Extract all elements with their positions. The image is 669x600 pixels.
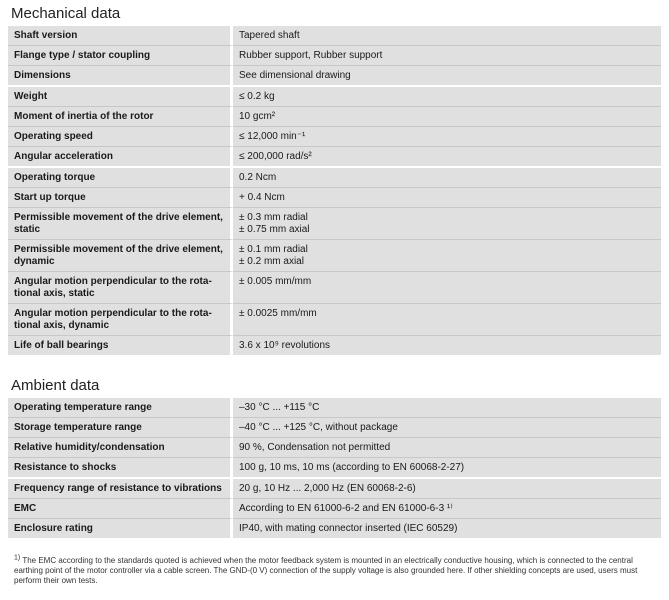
ambient-row <box>8 477 661 498</box>
mechanical-row <box>8 239 661 271</box>
mechanical-row <box>8 26 661 45</box>
row-value: ± 0.3 mm radial ± 0.75 mm axial <box>233 207 661 239</box>
row-label: Frequency range of resistance to vibrations <box>8 477 233 498</box>
row-label: Permissible movement of the drive element, static <box>8 207 233 239</box>
row-label: Storage temperature range <box>8 417 233 437</box>
mechanical-row <box>8 166 661 187</box>
row-label: Angular motion perpendicular to the rota-tional axis, dynamic <box>8 303 233 335</box>
row-label: Operating speed <box>8 126 233 146</box>
row-value: ± 0.005 mm/mm <box>233 271 661 303</box>
row-value: Rubber support, Rubber support <box>233 45 661 65</box>
row-value: Tapered shaft <box>233 26 661 45</box>
row-label: Moment of inertia of the rotor <box>8 106 233 126</box>
row-label: Dimensions <box>8 65 233 85</box>
ambient-row <box>8 437 661 457</box>
mechanical-row <box>8 106 661 126</box>
row-value: According to EN 61000-6-2 and EN 61000-6-3 ¹⁾ <box>233 498 661 518</box>
mechanical-row <box>8 335 661 355</box>
row-label: Shaft version <box>8 26 233 45</box>
ambient-row <box>8 498 661 518</box>
ambient-row <box>8 518 661 538</box>
mechanical-row <box>8 65 661 85</box>
mechanical-row <box>8 303 661 335</box>
mechanical-row <box>8 271 661 303</box>
ambient-row <box>8 457 661 477</box>
footnote <box>14 556 654 586</box>
ambient-row <box>8 417 661 437</box>
row-value: –30 °C ... +115 °C <box>233 398 661 417</box>
footnote-mark: 1) <box>14 554 21 562</box>
row-label: Permissible movement of the drive element, dynamic <box>8 239 233 271</box>
mechanical-row <box>8 187 661 207</box>
footnote-text: The EMC according to the standards quoted is achieved when the motor feedback system is mounted in an electrically conductive housing, which is connected to the central earthing point of the motor controller via a cable screen. The GND-(0 V) connection of the supply voltage is also grounded here. If other shielding concepts are used, users must perform their own tests. <box>14 556 638 585</box>
mechanical-section-title: Mechanical data <box>11 5 121 22</box>
row-label: EMC <box>8 498 233 518</box>
row-label: Weight <box>8 85 233 106</box>
mechanical-row <box>8 207 661 239</box>
mechanical-row <box>8 45 661 65</box>
row-value: –40 °C ... +125 °C, without package <box>233 417 661 437</box>
row-value: 20 g, 10 Hz ... 2,000 Hz (EN 60068-2-6) <box>233 477 661 498</box>
mechanical-data-table <box>8 26 661 355</box>
ambient-section-title: Ambient data <box>11 377 100 394</box>
row-label: Enclosure rating <box>8 518 233 538</box>
row-value: ± 0.1 mm radial ± 0.2 mm axial <box>233 239 661 271</box>
row-label: Flange type / stator coupling <box>8 45 233 65</box>
row-label: Operating torque <box>8 166 233 187</box>
row-label: Angular acceleration <box>8 146 233 166</box>
row-value: ≤ 0.2 kg <box>233 85 661 106</box>
row-label: Operating temperature range <box>8 398 233 417</box>
row-value: + 0.4 Ncm <box>233 187 661 207</box>
row-value: 10 gcm² <box>233 106 661 126</box>
row-label: Resistance to shocks <box>8 457 233 477</box>
row-value: ± 0.0025 mm/mm <box>233 303 661 335</box>
row-value: ≤ 200,000 rad/s² <box>233 146 661 166</box>
mechanical-row <box>8 126 661 146</box>
row-value: 0.2 Ncm <box>233 166 661 187</box>
row-label: Relative humidity/condensation <box>8 437 233 457</box>
mechanical-row <box>8 85 661 106</box>
row-label: Angular motion perpendicular to the rota-tional axis, static <box>8 271 233 303</box>
ambient-row <box>8 398 661 417</box>
row-value: 90 %, Condensation not permitted <box>233 437 661 457</box>
mechanical-row <box>8 146 661 166</box>
row-value: 100 g, 10 ms, 10 ms (according to EN 60068-2-27) <box>233 457 661 477</box>
row-value: See dimensional drawing <box>233 65 661 85</box>
row-value: IP40, with mating connector inserted (IEC 60529) <box>233 518 661 538</box>
row-value: 3.6 x 10⁹ revolutions <box>233 335 661 355</box>
row-label: Life of ball bearings <box>8 335 233 355</box>
row-value: ≤ 12,000 min⁻¹ <box>233 126 661 146</box>
row-label: Start up torque <box>8 187 233 207</box>
ambient-data-table <box>8 398 661 538</box>
